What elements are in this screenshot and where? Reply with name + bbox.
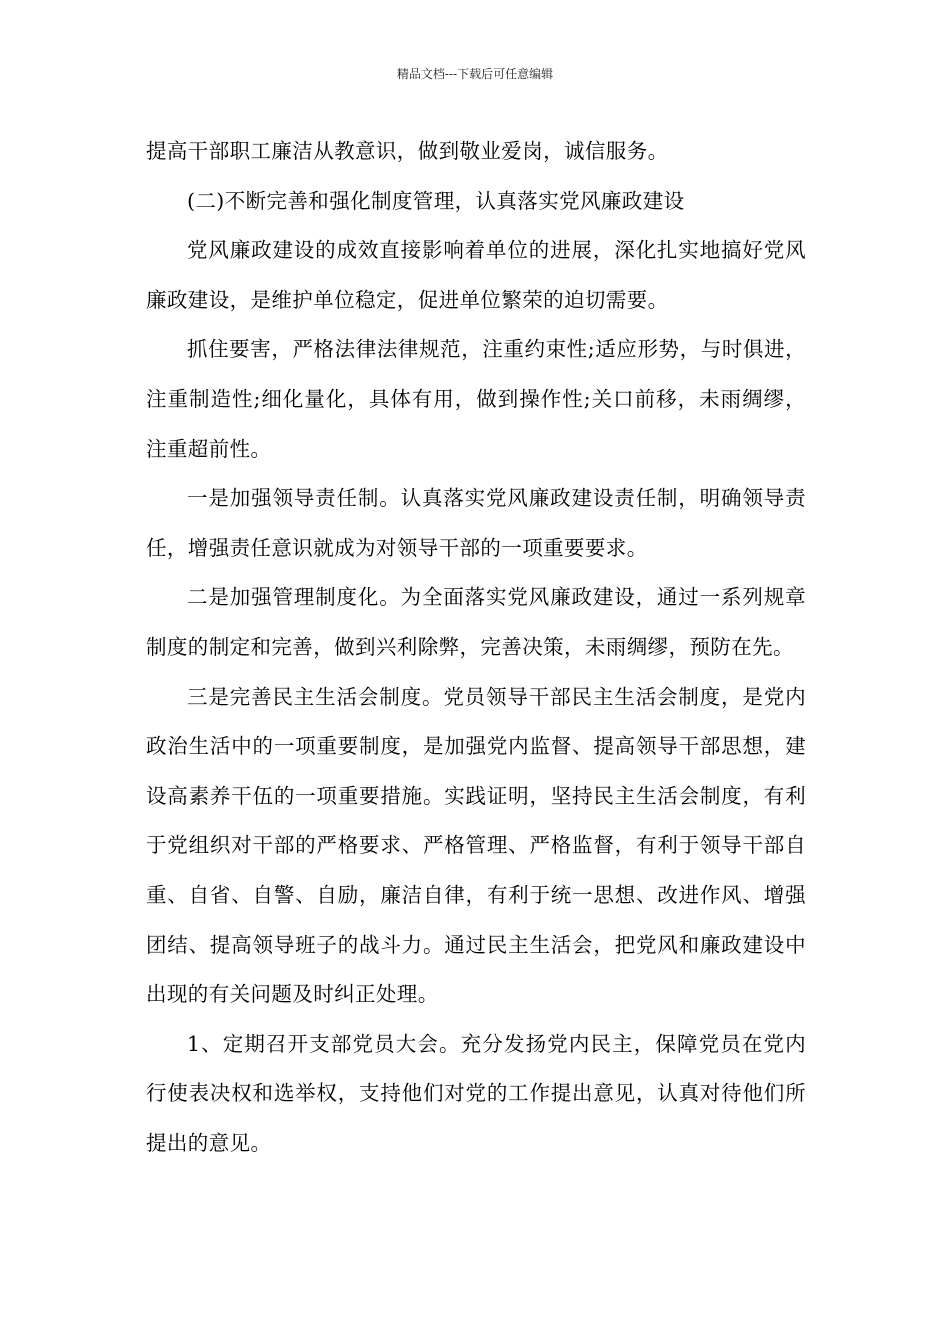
paragraph-8: 1、定期召开支部党员大会。充分发扬党内民主，保障党员在党内行使表决权和选举权，支持他们对党的工作提出意见，认真对待他们所提出的意见。	[146, 1031, 806, 1155]
page-header: 精品文档---下载后可任意编辑	[396, 67, 554, 81]
paragraph-7: 三是完善民主生活会制度。党员领导干部民主生活会制度，是党内政治生活中的一项重要制度，是加强党内监督、提高领导干部思想，建设高素养干伍的一项重要措施。实践证明，坚持民主生活会制度，有利于党组织对干部的严格要求、严格管理、严格监督，有利于领导干部自重、自省、自警、自励，廉洁自律，有利于统一思想、改进作风、增强团结、提高领导班子的战斗力。通过民主生活会，把党风和廉政建设中出现的有关问题及时纠正处理。	[146, 684, 806, 1007]
paragraph-5: 一是加强领导责任制。认真落实党风廉政建设责任制，明确领导责任，增强责任意识就成为对领导干部的一项重要要求。	[146, 486, 806, 560]
paragraph-3: 党风廉政建设的成效直接影响着单位的进展，深化扎实地搞好党风廉政建设，是维护单位稳定，促进单位繁荣的迫切需要。	[146, 238, 806, 312]
document-body	[146, 127, 806, 1168]
paragraph-1: 提高干部职工廉洁从教意识，做到敬业爱岗，诚信服务。	[146, 139, 669, 163]
paragraph-6: 二是加强管理制度化。为全面落实党风廉政建设，通过一系列规章制度的制定和完善，做到兴利除弊，完善决策，未雨绸缪，预防在先。	[146, 585, 806, 659]
section-heading: (二)不断完善和强化制度管理，认真落实党风廉政建设	[187, 188, 685, 213]
paragraph-4: 抓住要害，严格法律法律规范，注重约束性;适应形势，与时俱进，注重制造性;细化量化，具体有用，做到操作性;关口前移，未雨绸缪，注重超前性。	[146, 337, 806, 461]
